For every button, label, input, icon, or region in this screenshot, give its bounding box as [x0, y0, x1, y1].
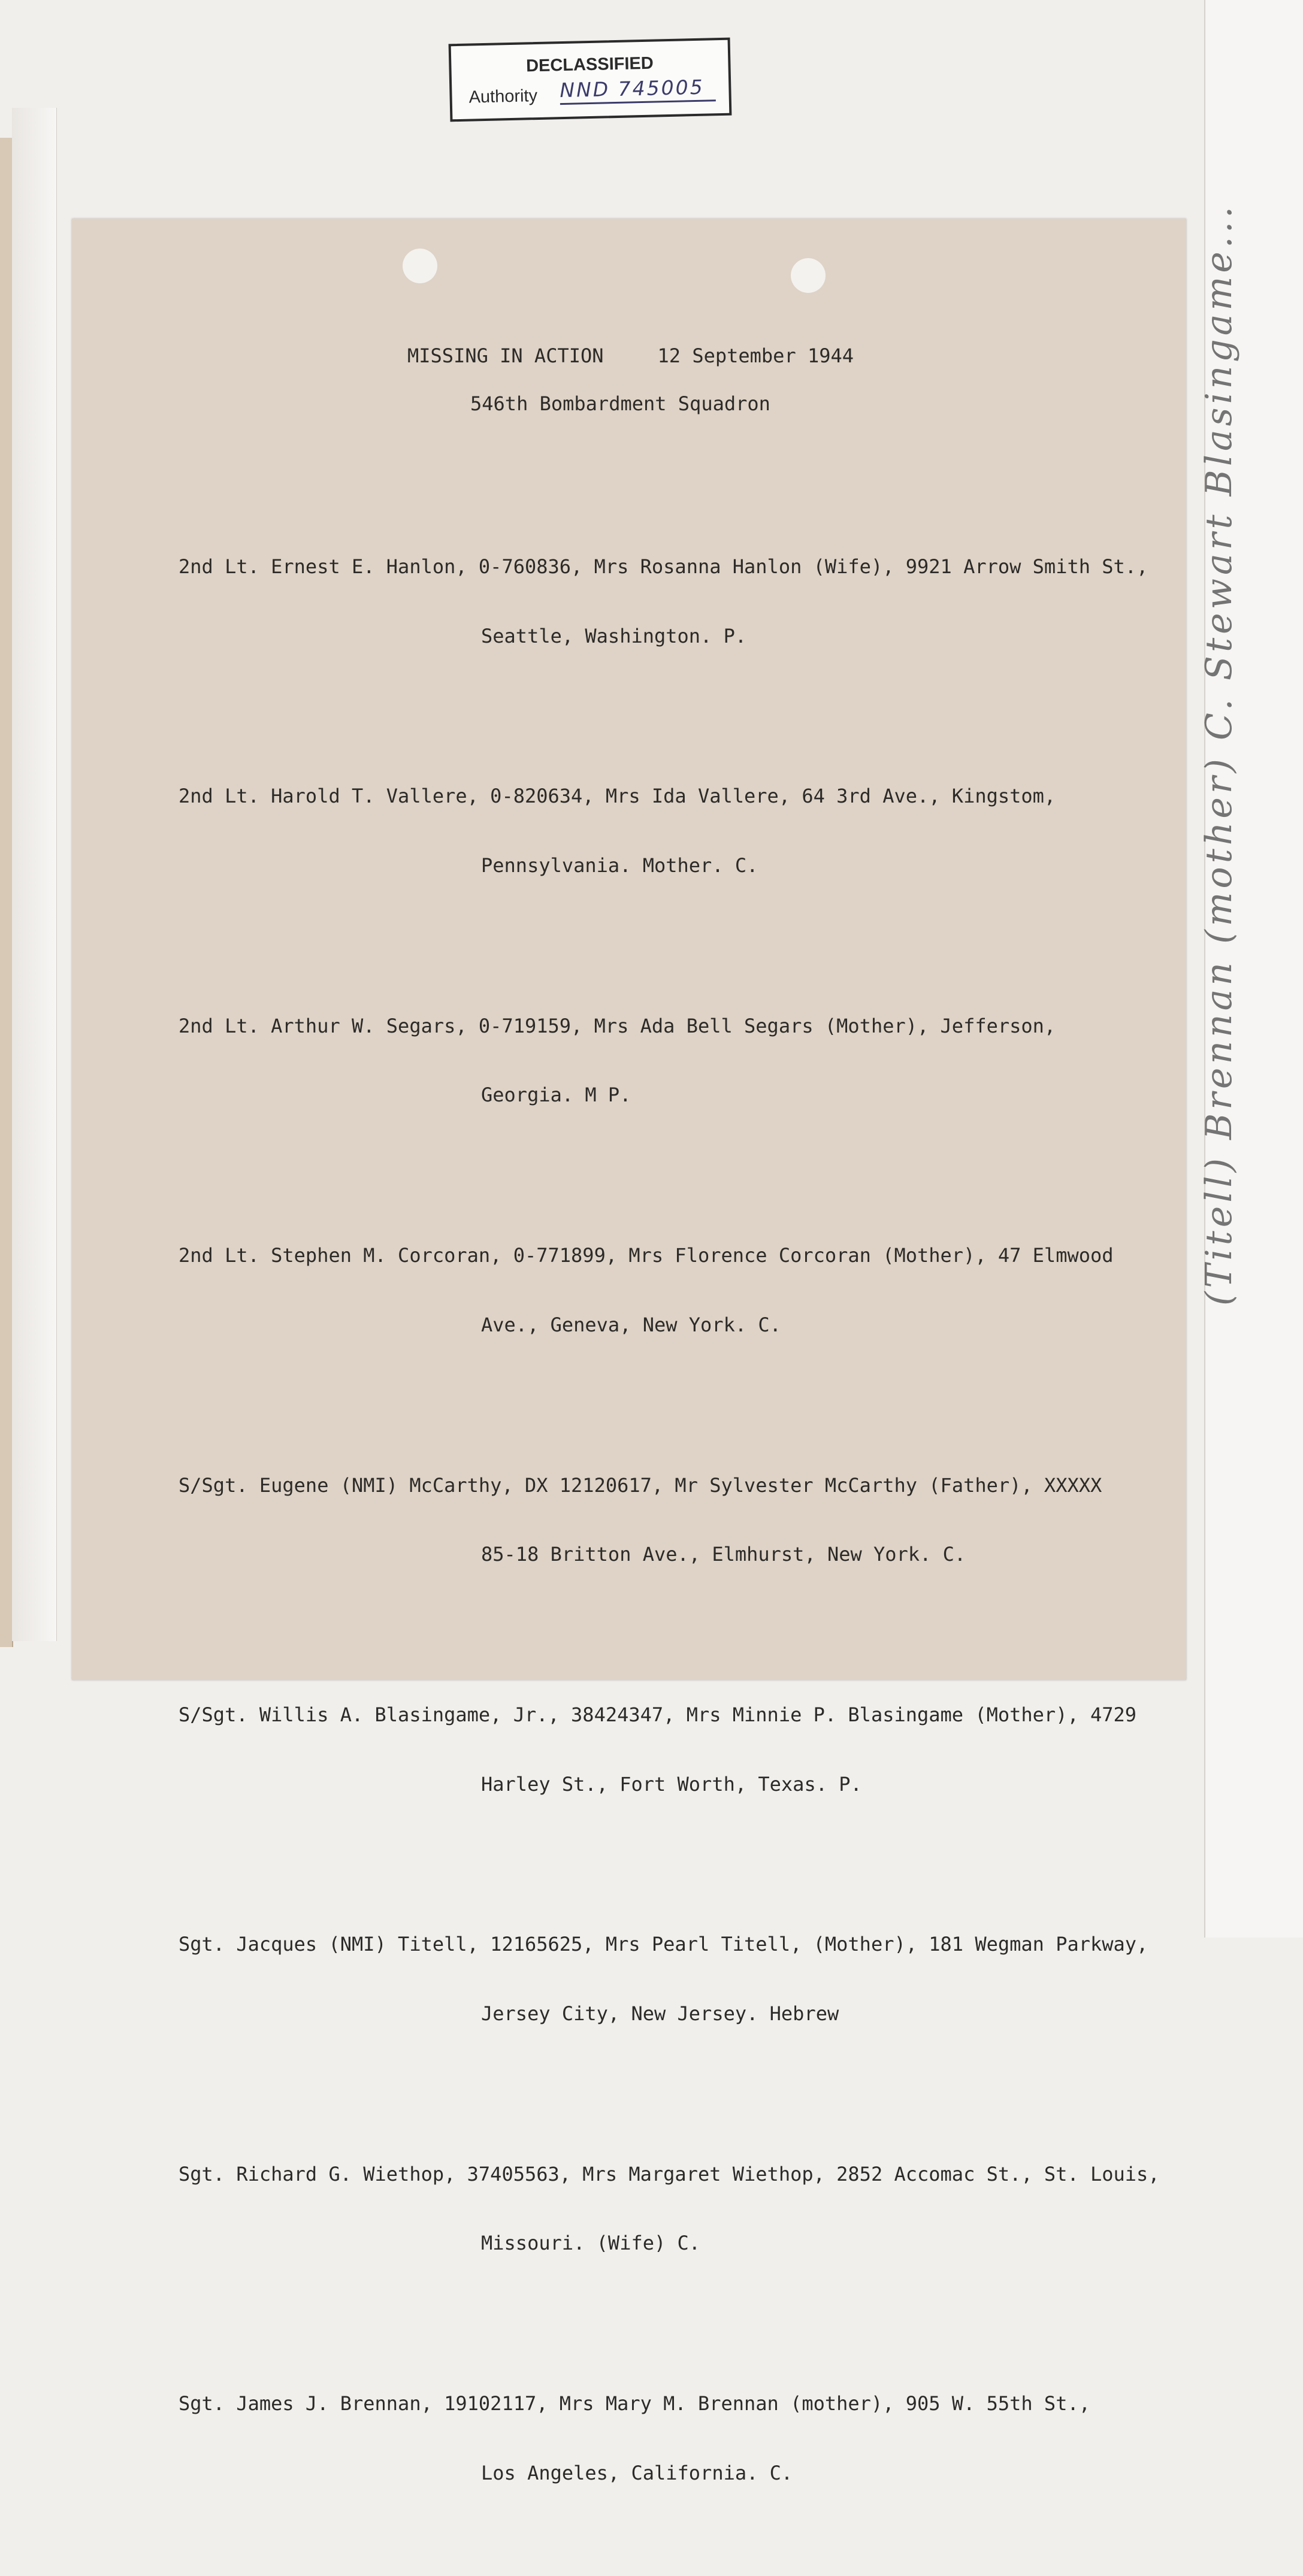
- stamp-authority-number: NND 745005: [560, 75, 716, 105]
- personnel-entry: [179, 1658, 1160, 1842]
- stamp-title: DECLASSIFIED: [525, 53, 654, 76]
- entry-line-continued: Pennsylvania. Mother. C.: [481, 854, 758, 877]
- personnel-entry: [179, 2117, 1160, 2301]
- entry-line-continued: Harley St., Fort Worth, Texas. P.: [481, 1772, 862, 1796]
- margin-handwriting: (Titell) Brennan (mother) C. Stewart Blasingame...: [1198, 202, 1240, 1306]
- stamp-authority-label: Authority: [468, 86, 538, 107]
- entry-line-continued: Seattle, Washington. P.: [481, 624, 747, 647]
- typed-document-page: [72, 219, 1186, 2484]
- entry-line-continued: Jersey City, New Jersey. Hebrew: [481, 2002, 839, 2025]
- personnel-entry: [179, 510, 1160, 694]
- entry-line-continued: 85-18 Britton Ave., Elmhurst, New York. C.: [481, 1543, 966, 1566]
- heading-title: MISSING IN ACTION: [407, 344, 604, 367]
- entry-line: Sgt. James J. Brennan, 19102117, Mrs Mary M. Brennan (mother), 905 W. 55th St.,: [179, 2392, 1090, 2415]
- entry-line-continued: Georgia. M P.: [481, 1083, 631, 1107]
- document-heading: [407, 344, 854, 367]
- personnel-entry: [179, 1428, 1160, 1612]
- entry-line: S/Sgt. Willis A. Blasingame, Jr., 38424347, Mrs Minnie P. Blasingame (Mother), 4729: [179, 1703, 1137, 1726]
- personnel-entry: [179, 739, 1160, 923]
- entry-line-continued: Ave., Geneva, New York. C.: [481, 1313, 781, 1336]
- personnel-entry: [179, 969, 1160, 1153]
- punch-hole: [403, 249, 437, 283]
- entry-list: [179, 464, 1160, 2576]
- left-backing-sheet: [12, 108, 57, 1641]
- squadron-name: 546th Bombardment Squadron: [470, 392, 770, 415]
- entry-line: 2nd Lt. Ernest E. Hanlon, 0-760836, Mrs Rosanna Hanlon (Wife), 9921 Arrow Smith St.,: [179, 555, 1148, 578]
- entry-line: 2nd Lt. Stephen M. Corcoran, 0-771899, Mrs Florence Corcoran (Mother), 47 Elmwood: [179, 1244, 1114, 1267]
- personnel-entry: [179, 1887, 1160, 2071]
- entry-line: 2nd Lt. Harold T. Vallere, 0-820634, Mrs Ida Vallere, 64 3rd Ave., Kingstom,: [179, 785, 1056, 808]
- entry-line-continued: Los Angeles, California. C.: [481, 2461, 793, 2484]
- punch-hole: [791, 258, 826, 293]
- personnel-entry: [179, 2347, 1160, 2530]
- heading-date: 12 September 1944: [657, 344, 854, 367]
- left-folder-edge: [0, 138, 13, 1647]
- entry-line-continued: Missouri. (Wife) C.: [481, 2232, 701, 2255]
- declassified-stamp: [449, 38, 732, 122]
- personnel-entry: [179, 1198, 1160, 1382]
- entry-line: Sgt. Jacques (NMI) Titell, 12165625, Mrs Pearl Titell, (Mother), 181 Wegman Parkway,: [179, 1933, 1148, 1956]
- entry-line: Sgt. Richard G. Wiethop, 37405563, Mrs Margaret Wiethop, 2852 Accomac St., St. Louis,: [179, 2162, 1160, 2185]
- entry-line: 2nd Lt. Arthur W. Segars, 0-719159, Mrs Ada Bell Segars (Mother), Jefferson,: [179, 1014, 1056, 1037]
- entry-line: S/Sgt. Eugene (NMI) McCarthy, DX 12120617, Mr Sylvester McCarthy (Father), XXXXX: [179, 1473, 1102, 1497]
